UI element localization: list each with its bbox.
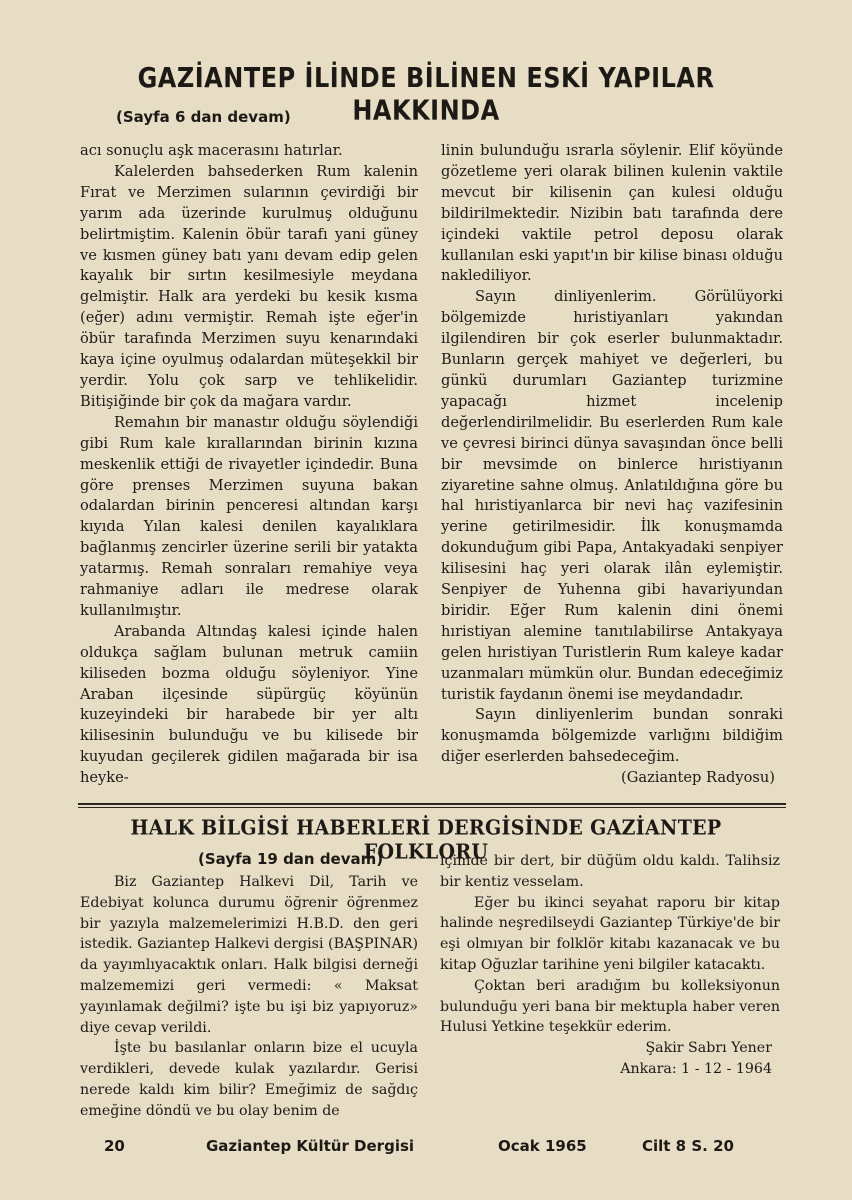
- paragraph: Eğer bu ikinci seyahat raporu bir kitap halinde neşredilseydi Gaziantep Türkiye'de bir eşi olmıyan bir folklör kitabı kazanacak ve bu kitap Oğuzlar tarihine yeni bilgiler katacaktı.: [440, 894, 780, 973]
- paragraph: Sayın dinliyenlerim. Görülüyorki bölgemizde hıristiyanları yakından ilgilendiren bir çok eserler bulunmaktadır. Bunların gerçek mahiyet ve değerleri, bu günkü durumları Gaziantep turizmine yapacağı hizmet incelenip değerlendirilmelidir. Bu eserlerden Rum kale ve çevresi birinci dünya savaşından önce belli bir mevsimde on binlerce hıristiyanın ziyaretine sahne olmuş. Anlatıldığına göre bu hal hıristiyanlarca bir nevi haç vazifesinin yerine getirilmesidir. İlk konuşmamda dokunduğum gibi Papa, Antakyadaki senpiyer kilisesini haç yeri olarak ilân eylemiştir. Senpiyer de Yuhenna gibi havariyundan biridir. Eğer Rum kalenin dini önemi hıristiyan alemine tanıtılabilirse Antakyaya gelen hıristiyan Turistlerin Rum kaleye kadar uzanmaları mümkün olur. Bundan edeceğimiz turistik faydanın önemi ise meydandadır.: [441, 288, 783, 703]
- place-date: Ankara: 1 - 12 - 1964: [620, 1060, 772, 1077]
- paragraph: linin bulunduğu ısrarla söylenir. Elif köyünde gözetleme yeri olarak bilinen kulenin vaktile mevcut bir kilisenin çan kulesi olduğu bildirilmektedir. Nizibin batı tarafında dere içindeki vaktile petrol deposu olarak kullanılan eski yapıt'ın bir kilise binası olduğu naklediliyor.: [441, 142, 783, 285]
- author-name: Şakir Sabrı Yener: [645, 1040, 772, 1057]
- issue-date: Ocak 1965: [498, 1137, 587, 1155]
- article-column-left: [80, 141, 418, 789]
- signature: (Gaziantep Radyosu): [621, 769, 775, 787]
- paragraph: içimde bir dert, bir düğüm oldu kaldı. Talihsiz bir kentiz vesselam.: [440, 853, 780, 890]
- divider: [78, 807, 786, 808]
- divider: [78, 803, 786, 805]
- continued-note: (Sayfa 6 dan devam): [116, 108, 291, 126]
- paragraph: Kalelerden bahsederken Rum kalenin Fırat ve Merzimen sularının çevirdiği bir yarım ada üzerinde kurulmuş olduğunu belirtmiştim. Kalenin öbür tarafı yani güney ve kısmen güney batı yanı devam edip gelen kayalık bir sırtın kesilmesiyle meydana gelmiştir. Halk ara yerdeki bu kesik kısma (eğer) adını vermiştir. Remah işte eğer'in öbür tarafında Merzimen suyu kenarındaki kaya içine oyulmuş odalardan müteşekkil bir yerdir. Yolu çok sarp ve tehlikelidir. Bitişiğinde bir çok da mağara vardır.: [80, 162, 418, 410]
- paragraph: acı sonuçlu aşk macerasını hatırlar.: [80, 142, 343, 159]
- paragraph: Biz Gaziantep Halkevi Dil, Tarih ve Edebiyat kolunca durumu öğrenir öğrenmez bir yazıyla malzemelerimizi H.B.D. den geri istedik. Gaziantep Halkevi dergisi (BAŞPINAR) da yayımlıyacaktık onları. Halk bilgisi derneği malzememizi geri vermedi: « Maksat yayınlamak değilmi? işte bu işi biz yapıyoruz» diye cevap verildi.: [80, 874, 418, 1036]
- article-column-right: [441, 141, 783, 789]
- article-column-right: [440, 851, 780, 1080]
- article-column-left: [80, 872, 418, 1122]
- paragraph: İşte bu basılanlar onların bize el ucuyla verdikleri, devede kulak yazılardır. Gerisi nerede kaldı kim bilir? Emeğimiz de sağdıç emeğine döndü ve bu olay benim de: [80, 1040, 418, 1119]
- paragraph: Arabanda Altındaş kalesi içinde halen oldukça sağlam bulunan metruk camiin kiliseden bozma olduğu söyleniyor. Yine Araban ilçesinde süpürgüç köyünün kuzeyindeki bir harabede bir yer altı kilisesinin bulunduğu ve bu kilisede bir kuyudan geçilerek gidilen mağarada bir isa heyke-: [80, 622, 418, 787]
- volume-info: Cilt 8 S. 20: [642, 1137, 734, 1155]
- page-number: 20: [104, 1137, 125, 1155]
- article-title: GAZİANTEP İLİNDE BİLİNEN ESKİ YAPILAR HAKKINDA: [137, 61, 715, 127]
- paragraph: Remahın bir manastır olduğu söylendiği gibi Rum kale kırallarından birinin kızına meskenlik ettiği de rivayetler içindedir. Buna göre prenses Merzimen suyuna bakan odalardan birinin penceresi altından karşı kıyıda Yılan kalesi denilen kayalıklara bağlanmış zencirler üzerine serili bir yatakta yatarmış. Remah sonraları remahiye veya rahmaniye adları ile medrese olarak kullanılmıştır.: [80, 413, 418, 619]
- journal-name: Gaziantep Kültür Dergisi: [206, 1137, 415, 1155]
- paragraph: Çoktan beri aradığım bu kolleksiyonun bulunduğu yeri bana bir mektupla haber veren Hulusi Yetkine teşekkür ederim.: [440, 977, 780, 1036]
- article-title: HALK BİLGİSİ HABERLERİ DERGİSİNDE GAZİANTEP FOLKLORU: [130, 815, 722, 865]
- continued-note: (Sayfa 19 dan devam): [198, 850, 384, 868]
- paragraph: Sayın dinliyenlerim bundan sonraki konuşmamda bölgemizde varlığını bildiğim diğer eserlerden bahsedeceğim.: [441, 706, 783, 766]
